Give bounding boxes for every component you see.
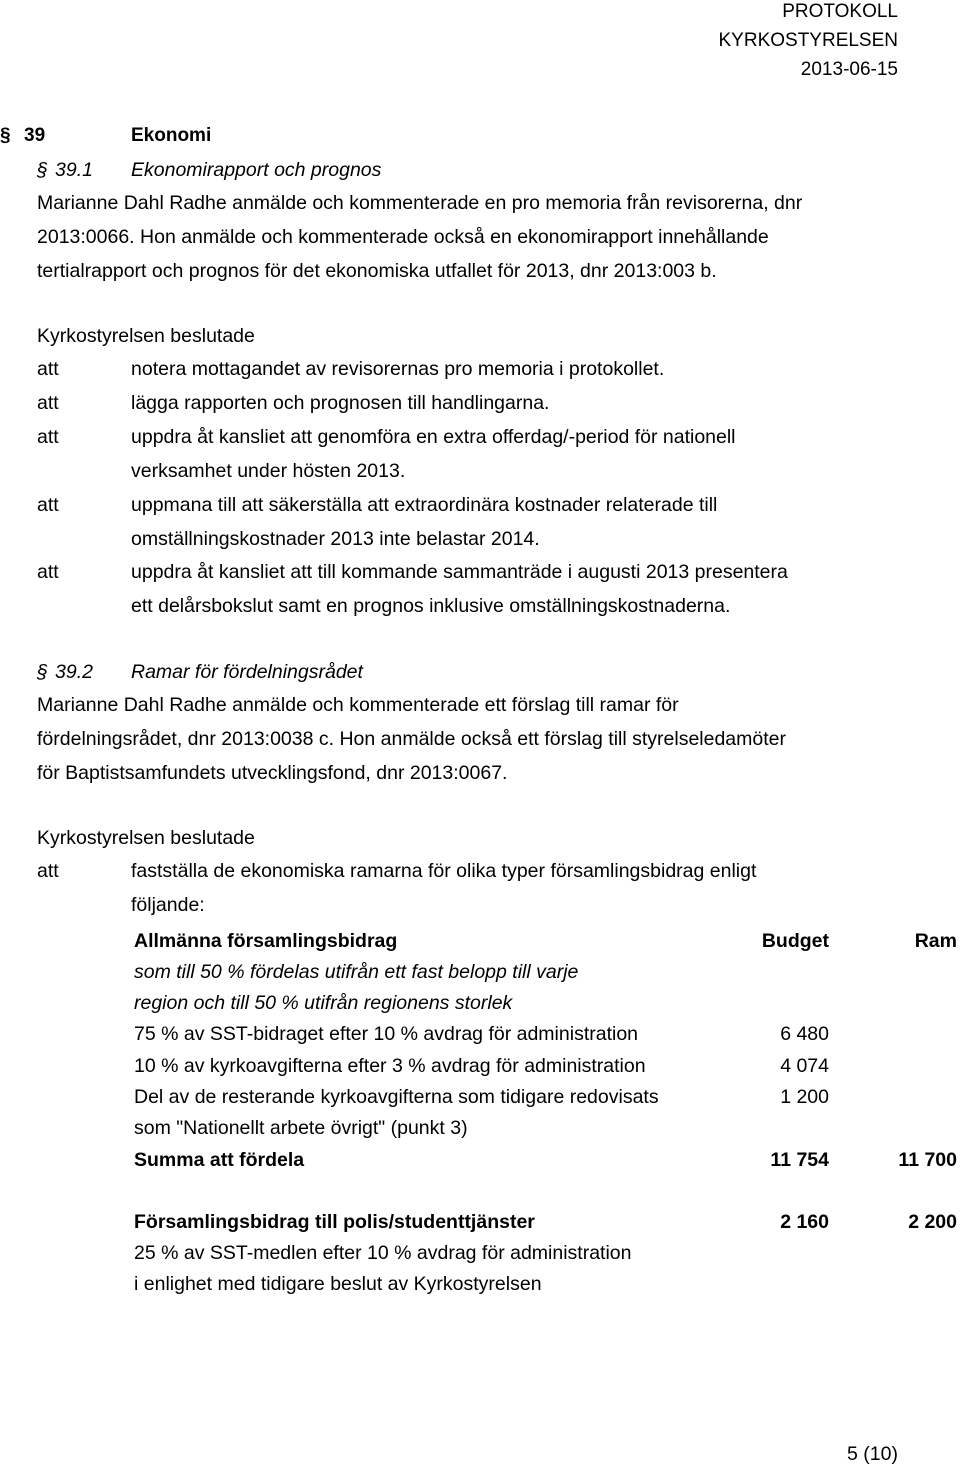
- decision-text: omställningskostnader 2013 inte belastar 2014.: [131, 528, 540, 550]
- att-label: att: [37, 358, 59, 380]
- column-header-ram: Ram: [914, 930, 957, 952]
- table-polis-budget: 2 160: [780, 1211, 829, 1233]
- table-note: region och till 50 % utifrån regionens storlek: [134, 992, 513, 1014]
- table-polis-label: Församlingsbidrag till polis/studenttjänster: [134, 1211, 535, 1233]
- section-symbol: §: [0, 125, 11, 146]
- body-line: fördelningsrådet, dnr 2013:0038 c. Hon anmälde också ett förslag till styrelseledamöter: [37, 728, 786, 750]
- table-polis-note: 25 % av SST-medlen efter 10 % avdrag för administration: [134, 1242, 632, 1264]
- att-label: att: [37, 392, 59, 414]
- decision-text: verksamhet under hösten 2013.: [131, 460, 406, 482]
- body-line: för Baptistsamfundets utvecklingsfond, dnr 2013:0067.: [37, 762, 508, 784]
- table-sum-budget: 11 754: [770, 1149, 829, 1171]
- table-row-label-continued: som "Nationellt arbete övrigt" (punkt 3): [134, 1117, 468, 1139]
- table-polis-ram: 2 200: [908, 1211, 957, 1233]
- table-row-budget: 4 074: [780, 1055, 829, 1077]
- table-sum-ram: 11 700: [898, 1149, 957, 1171]
- header-date: 2013-06-15: [800, 59, 898, 80]
- body-line: 2013:0066. Hon anmälde och kommenterade också en ekonomirapport innehållande: [37, 226, 769, 248]
- subsection-symbol: §: [37, 159, 48, 181]
- section-title: Ekonomi: [131, 125, 212, 146]
- body-line: tertialrapport och prognos för det ekonomiska utfallet för 2013, dnr 2013:003 b.: [37, 260, 717, 282]
- decision-text: uppdra åt kansliet att till kommande sammanträde i augusti 2013 presentera: [131, 561, 788, 583]
- table-row-label: 10 % av kyrkoavgifterna efter 3 % avdrag för administration: [134, 1055, 646, 1077]
- table-row-budget: 6 480: [780, 1023, 829, 1045]
- att-label: att: [37, 494, 59, 516]
- table-row-label: Del av de resterande kyrkoavgifterna som tidigare redovisats: [134, 1086, 659, 1108]
- decision-text: fastställa de ekonomiska ramarna för olika typer församlingsbidrag enligt: [131, 860, 757, 882]
- decision-heading: Kyrkostyrelsen beslutade: [37, 325, 255, 347]
- subsection-number: 39.2: [55, 661, 93, 683]
- table-sum-label: Summa att fördela: [134, 1149, 305, 1171]
- body-line: Marianne Dahl Radhe anmälde och kommenterade ett förslag till ramar för: [37, 694, 679, 716]
- table-polis-note: i enlighet med tidigare beslut av Kyrkostyrelsen: [134, 1273, 542, 1295]
- page-number: 5 (10): [847, 1443, 898, 1465]
- section-number: 39: [24, 125, 46, 146]
- att-label: att: [37, 860, 59, 882]
- decision-text: uppmana till att säkerställa att extraordinära kostnader relaterade till: [131, 494, 718, 516]
- table-heading: Allmänna församlingsbidrag: [134, 930, 398, 952]
- decision-text: ett delårsbokslut samt en prognos inklusive omställningskostnaderna.: [131, 595, 731, 617]
- header-document-type: PROTOKOLL: [782, 1, 898, 22]
- table-row-budget: 1 200: [780, 1086, 829, 1108]
- att-label: att: [37, 426, 59, 448]
- subsection-title: Ramar för fördelningsrådet: [131, 661, 363, 683]
- table-note: som till 50 % fördelas utifrån ett fast belopp till varje: [134, 961, 579, 983]
- decision-text: följande:: [131, 894, 205, 916]
- decision-text: lägga rapporten och prognosen till handlingarna.: [131, 392, 550, 414]
- subsection-title: Ekonomirapport och prognos: [131, 159, 382, 181]
- att-label: att: [37, 561, 59, 583]
- body-line: Marianne Dahl Radhe anmälde och kommenterade en pro memoria från revisorerna, dnr: [37, 192, 803, 214]
- header-organization: KYRKOSTYRELSEN: [718, 30, 898, 51]
- decision-heading: Kyrkostyrelsen beslutade: [37, 827, 255, 849]
- decision-text: notera mottagandet av revisorernas pro memoria i protokollet.: [131, 358, 665, 380]
- column-header-budget: Budget: [761, 930, 829, 952]
- subsection-symbol: §: [37, 661, 48, 683]
- table-row-label: 75 % av SST-bidraget efter 10 % avdrag för administration: [134, 1023, 639, 1045]
- subsection-number: 39.1: [55, 159, 93, 181]
- decision-text: uppdra åt kansliet att genomföra en extra offerdag/-period för nationell: [131, 426, 736, 448]
